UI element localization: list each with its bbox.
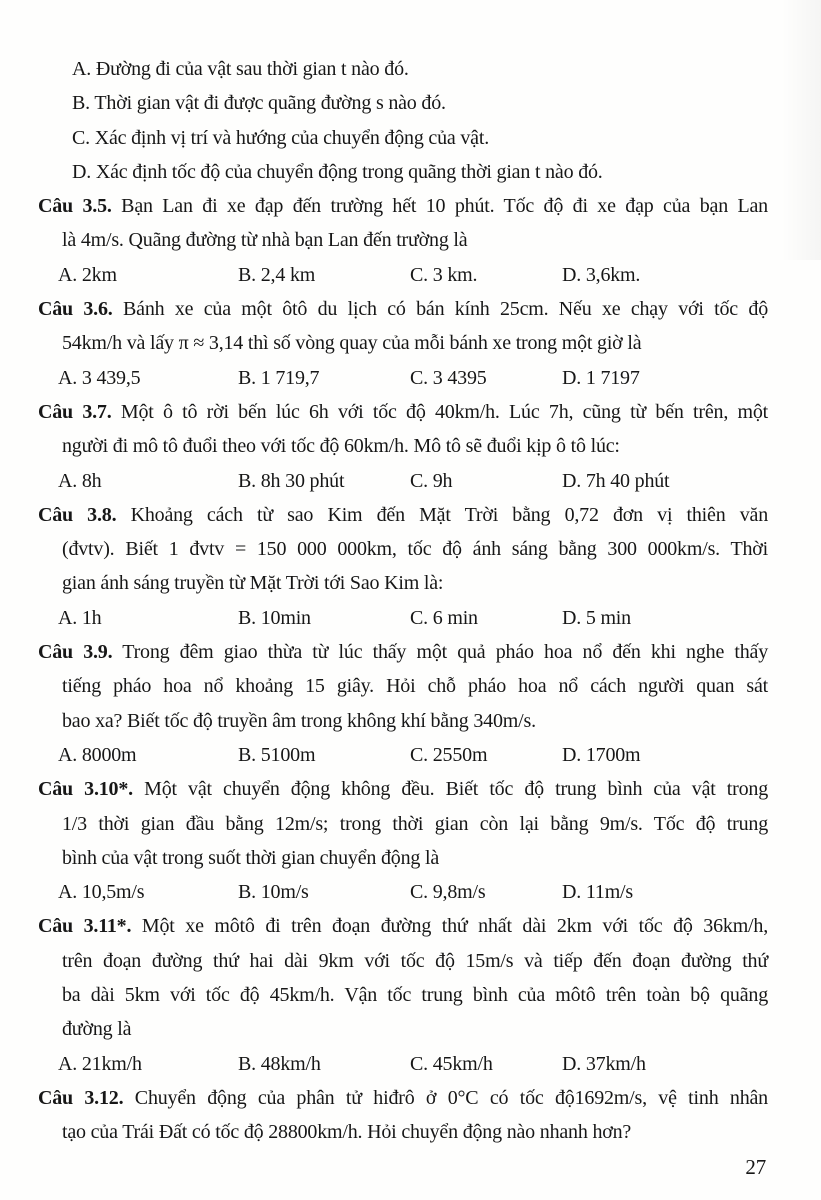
question-line: bình của vật trong suốt thời gian chuyển động là [62,846,440,869]
intro-options-list [38,52,768,189]
answer-choice: D. 3,6km. [562,263,641,286]
question-line: bao xa? Biết tốc độ truyền âm trong không khí bằng 340m/s. [62,709,536,732]
question-block [38,395,768,498]
answer-choice: C. 3 km. [410,263,478,286]
question-number-label: Câu 3.7. [38,400,112,423]
question-block [38,635,768,772]
answer-choice: C. 6 min [410,606,478,629]
question-block [38,772,768,909]
question-line: trên đoạn đường thứ hai dài 9km với tốc độ 15m/s và tiếp đến đoạn đường thứ [62,949,768,972]
question-number-label: Câu 3.8. [38,503,117,526]
question-line: Câu 3.8. Khoảng cách từ sao Kim đến Mặt Trời bằng 0,72 đơn vị thiên văn [38,503,769,526]
page-number: 27 [745,1154,766,1179]
answer-choice: B. 10m/s [238,881,309,904]
answer-choice: C. 2550m [410,743,488,766]
answer-choice: D. 37km/h [562,1052,646,1075]
question-line: Câu 3.5. Bạn Lan đi xe đạp đến trường hết 10 phút. Tốc độ đi xe đạp của bạn Lan [38,195,768,218]
answer-choices-row [58,738,768,772]
answer-choice: C. 45km/h [410,1052,493,1075]
question-block [38,498,768,635]
question-block [38,909,768,1080]
answer-choice: B. 5100m [238,743,316,766]
intro-option-line: C. Xác định vị trí và hướng của chuyển động của vật. [72,126,490,149]
answer-choice: C. 9,8m/s [410,881,486,904]
intro-option-line: A. Đường đi của vật sau thời gian t nào đó. [72,58,409,80]
answer-choice: A. 2km [58,263,117,286]
answer-choice: B. 48km/h [238,1052,321,1075]
answer-choice: D. 11m/s [562,881,633,904]
question-line: 1/3 thời gian đầu bằng 12m/s; trong thời gian còn lại bằng 9m/s. Tốc độ trung [62,812,768,835]
answer-choice: C. 3 4395 [410,366,487,389]
question-line: là 4m/s. Quãng đường từ nhà bạn Lan đến trường là [62,229,468,252]
question-line: đường là [62,1018,132,1041]
question-line: tạo của Trái Đất có tốc độ 28800km/h. Hỏi chuyển động nào nhanh hơn? [62,1121,632,1144]
question-line: Câu 3.9. Trong đêm giao thừa từ lúc thấy một quả pháo hoa nổ đến khi nghe thấy [38,641,768,664]
question-block [38,292,768,395]
intro-option-line: B. Thời gian vật đi được quãng đường s nào đó. [72,92,446,115]
answer-choice: D. 1 7197 [562,366,640,389]
question-number-label: Câu 3.12. [38,1086,124,1109]
question-number-label: Câu 3.6. [38,298,113,321]
answer-choices-row [58,258,768,292]
question-line: Câu 3.7. Một ô tô rời bến lúc 6h với tốc độ 40km/h. Lúc 7h, cũng từ bến trên, một [38,400,769,423]
question-number-label: Câu 3.10*. [38,778,133,801]
answer-choice: D. 7h 40 phút [562,469,670,492]
answer-choices-row [58,464,768,498]
question-line: người đi mô tô đuổi theo với tốc độ 60km/h. Mô tô sẽ đuổi kịp ô tô lúc: [62,435,620,458]
answer-choices-row [58,875,768,909]
question-line: tiếng pháo hoa nổ khoảng 15 giây. Hỏi chỗ pháo hoa nổ cách người quan sát [62,675,768,698]
answer-choice: D. 5 min [562,606,631,629]
answer-choice: A. 8h [58,469,102,492]
intro-option-line: D. Xác định tốc độ của chuyển động trong quãng thời gian t nào đó. [72,160,603,183]
answer-choice: A. 1h [58,606,102,629]
answer-choice: B. 2,4 km [238,263,316,286]
answer-choice: A. 3 439,5 [58,366,141,389]
question-number-label: Câu 3.9. [38,641,113,664]
answer-choice: A. 8000m [58,743,137,766]
question-line: Câu 3.12. Chuyển động của phân tử hiđrô ở 0°C có tốc độ1692m/s, vệ tinh nhân [38,1086,768,1109]
question-line: (đvtv). Biết 1 đvtv = 150 000 000km, tốc độ ánh sáng bằng 300 000km/s. Thời [62,538,768,561]
answer-choice: B. 8h 30 phút [238,469,345,492]
answer-choice: B. 1 719,7 [238,366,320,389]
question-line: ba dài 5km với tốc độ 45km/h. Vận tốc trung bình của môtô trên toàn bộ quãng [62,984,768,1007]
question-line: 54km/h và lấy π ≈ 3,14 thì số vòng quay của mỗi bánh xe trong một giờ là [62,332,642,355]
question-line: Câu 3.11*. Một xe môtô đi trên đoạn đường thứ nhất dài 2km với tốc độ 36km/h, [38,915,769,938]
question-line: Câu 3.6. Bánh xe của một ôtô du lịch có bán kính 25cm. Nếu xe chạy với tốc độ [38,298,768,321]
answer-choice: A. 10,5m/s [58,881,145,904]
question-line: gian ánh sáng truyền từ Mặt Trời tới Sao Kim là: [62,572,444,595]
questions-list [38,189,768,1149]
question-number-label: Câu 3.5. [38,195,112,218]
answer-choice: D. 1700m [562,743,641,766]
answer-choice: A. 21km/h [58,1052,142,1075]
question-block [38,1081,768,1150]
answer-choices-row [58,361,768,395]
answer-choice: B. 10min [238,606,311,629]
question-number-label: Câu 3.11*. [38,915,132,938]
answer-choices-row [58,1047,768,1081]
question-line: Câu 3.10*. Một vật chuyển động không đều. Biết tốc độ trung bình của vật trong [38,778,768,801]
answer-choices-row [58,601,768,635]
answer-choice: C. 9h [410,469,453,492]
question-block [38,189,768,292]
